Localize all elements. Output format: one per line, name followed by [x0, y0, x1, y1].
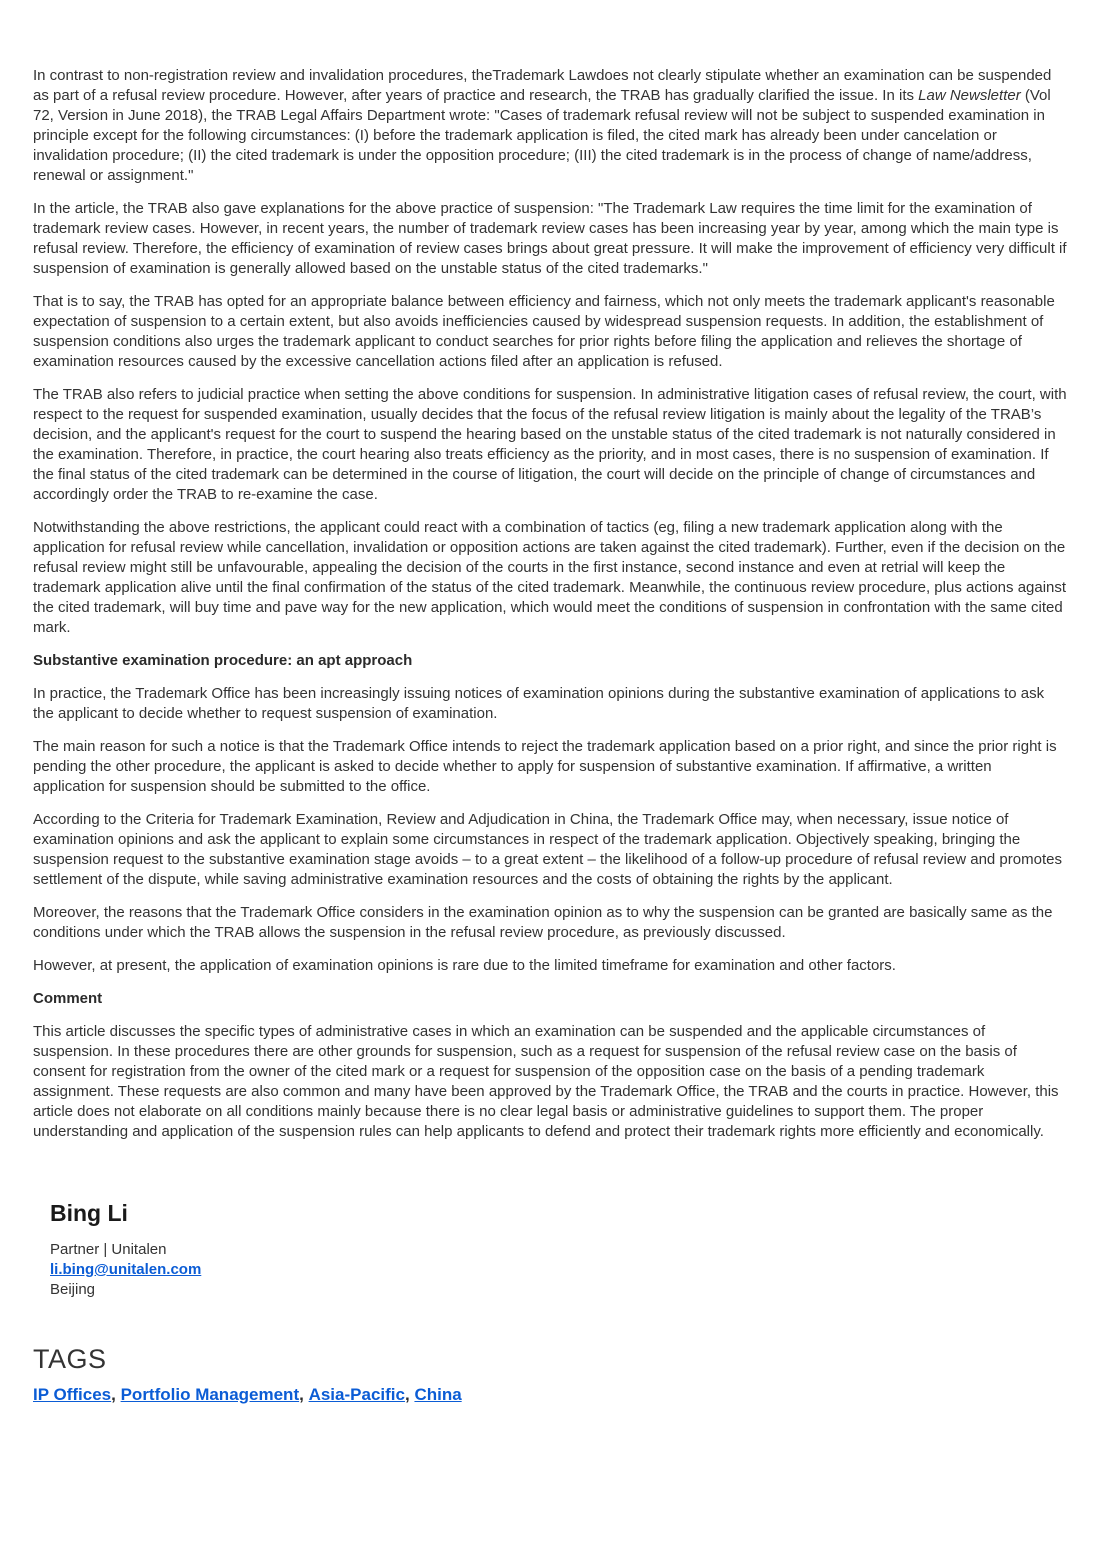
- tag-link-asia-pacific[interactable]: Asia-Pacific: [308, 1385, 405, 1404]
- tags-heading: TAGS: [33, 1344, 107, 1374]
- author-location: Beijing: [50, 1281, 96, 1298]
- article-paragraph-1: [33, 66, 1067, 186]
- article-body: [33, 66, 1067, 1142]
- tag-separator: ,: [111, 1385, 116, 1404]
- section-heading-comment: Comment: [33, 990, 103, 1007]
- article-paragraph-3: That is to say, the TRAB has opted for an appropriate balance between efficiency and fairness, which not only meets the trademark applicant's reasonable expectation of suspension to a certain extent, but also avoids inefficiencies caused by widespread suspension requests. In addition, the establishment of suspension conditions also urges the trademark applicant to conduct searches for prior rights before filing the application and relieves the shortage of examination resources caused by the excessive cancellation actions filed after an application is refused.: [33, 293, 1055, 370]
- article-paragraph-8: According to the Criteria for Trademark Examination, Review and Adjudication in China, the Trademark Office may, when necessary, issue notice of examination opinions and ask the applicant to explain some circumstances in respect of the trademark application. Objectively speaking, bringing the suspension request to the substantive examination stage avoids – to a great extent – the likelihood of a follow-up procedure of refusal review and promotes settlement of the dispute, while saving administrative examination resources and the costs of obtaining the rights by the applicant.: [33, 811, 1062, 888]
- section-heading-substantive-examination: Substantive examination procedure: an apt approach: [33, 652, 413, 669]
- tag-link-portfolio-management[interactable]: Portfolio Management: [120, 1385, 300, 1404]
- author-email-link[interactable]: li.bing@unitalen.com: [50, 1261, 202, 1278]
- author-name: Bing Li: [50, 1200, 128, 1226]
- tag-separator: ,: [299, 1385, 304, 1404]
- article-paragraph-4: The TRAB also refers to judicial practice when setting the above conditions for suspension. In administrative litigation cases of refusal review, the court, with respect to the request for suspended examination, usually decides that the focus of the refusal review litigation is mainly about the legality of the TRAB’s decision, and the applicant's request for the court to suspend the hearing based on the unstable status of the cited trademark is not naturally considered in the examination. Therefore, in practice, the court hearing also treats efficiency as the priority, and in most cases, there is no suspension of examination. If the final status of the cited trademark can be determined in the course of litigation, the court will decide on the principle of change of circumstances and accordingly order the TRAB to re-examine the case.: [33, 386, 1067, 503]
- law-newsletter-italic: Law Newsletter: [918, 87, 1021, 104]
- article-paragraph-6: In practice, the Trademark Office has been increasingly issuing notices of examination opinions during the substantive examination of applications to ask the applicant to decide whether to request suspension of examination.: [33, 685, 1045, 722]
- tag-link-china[interactable]: China: [414, 1385, 462, 1404]
- article-paragraph-7: The main reason for such a notice is that the Trademark Office intends to reject the trademark application based on a prior right, and since the prior right is pending the other procedure, the applicant is asked to decide whether to apply for suspension of substantive examination. If affirmative, a written application for suspension should be submitted to the office.: [33, 738, 1057, 795]
- author-role: Partner | Unitalen: [50, 1241, 167, 1258]
- author-block: [50, 1200, 1067, 1300]
- paragraph-1-text-pre: In contrast to non-registration review and invalidation procedures, theTrademark Lawdoes not clearly stipulate whether an examination can be suspended as part of a refusal review procedure. However, after years of practice and research, the TRAB has gradually clarified the issue. In its: [33, 67, 1052, 104]
- article-paragraph-2: In the article, the TRAB also gave explanations for the above practice of suspension: "The Trademark Law requires the time limit for the examination of trademark review cases. However, in recent years, the number of trademark review cases has been increasing year by year, among which the main type is refusal review. Therefore, the efficiency of examination of review cases brings about great pressure. It will make the improvement of efficiency very difficult if suspension of examination is generally allowed based on the unstable status of the cited trademarks.": [33, 200, 1067, 277]
- tags-section: [33, 1344, 1067, 1406]
- tag-link-ip-offices[interactable]: IP Offices: [33, 1385, 112, 1404]
- article-paragraph-5: Notwithstanding the above restrictions, the applicant could react with a combination of tactics (eg, filing a new trademark application along with the application for refusal review while cancellation, invalidation or opposition actions are taken against the cited trademark). Further, even if the decision on the refusal review might still be unfavourable, appealing the decision of the courts in the first instance, second instance and even at retrial will keep the trademark application alive until the final confirmation of the status of the cited trademark. Meanwhile, the continuous review procedure, plus actions against the cited trademark, will buy time and pave way for the new application, which would meet the conditions of suspension in confrontation with the same cited mark.: [33, 519, 1067, 636]
- paragraph-1-text-post: (Vol 72, Version in June 2018), the TRAB Legal Affairs Department wrote: "Cases of trademark refusal review will not be subject to suspended examination in principle except for the following circumstances: (I) before the trademark application is filed, the cited mark has already been under cancelation or invalidation procedure; (II) the cited trademark is under the opposition procedure; (III) the cited trademark is in the process of change of name/address, renewal or assignment.": [33, 87, 1051, 184]
- tag-separator: ,: [404, 1385, 410, 1404]
- article-paragraph-10: However, at present, the application of examination opinions is rare due to the limited timeframe for examination and other factors.: [33, 957, 896, 974]
- article-paragraph-11: This article discusses the specific types of administrative cases in which an examination can be suspended and the applicable circumstances of suspension. In these procedures there are other grounds for suspension, such as a request for suspension of the refusal review case on the basis of consent for registration from the owner of the cited mark or a request for suspension of the opposition case on the basis of a pending trademark assignment. These requests are also common and many have been approved by the Trademark Office, the TRAB and the courts in practice. However, this article does not elaborate on all conditions mainly because there is no clear legal basis or administrative guidelines to support them. The proper understanding and application of the suspension rules can help applicants to defend and protect their trademark rights more efficiently and economically.: [33, 1023, 1059, 1140]
- article-paragraph-9: Moreover, the reasons that the Trademark Office considers in the examination opinion as to why the suspension can be granted are basically same as the conditions under which the TRAB allows the suspension in the refusal review procedure, as previously discussed.: [33, 904, 1053, 941]
- tags-link-list: [33, 1384, 1067, 1406]
